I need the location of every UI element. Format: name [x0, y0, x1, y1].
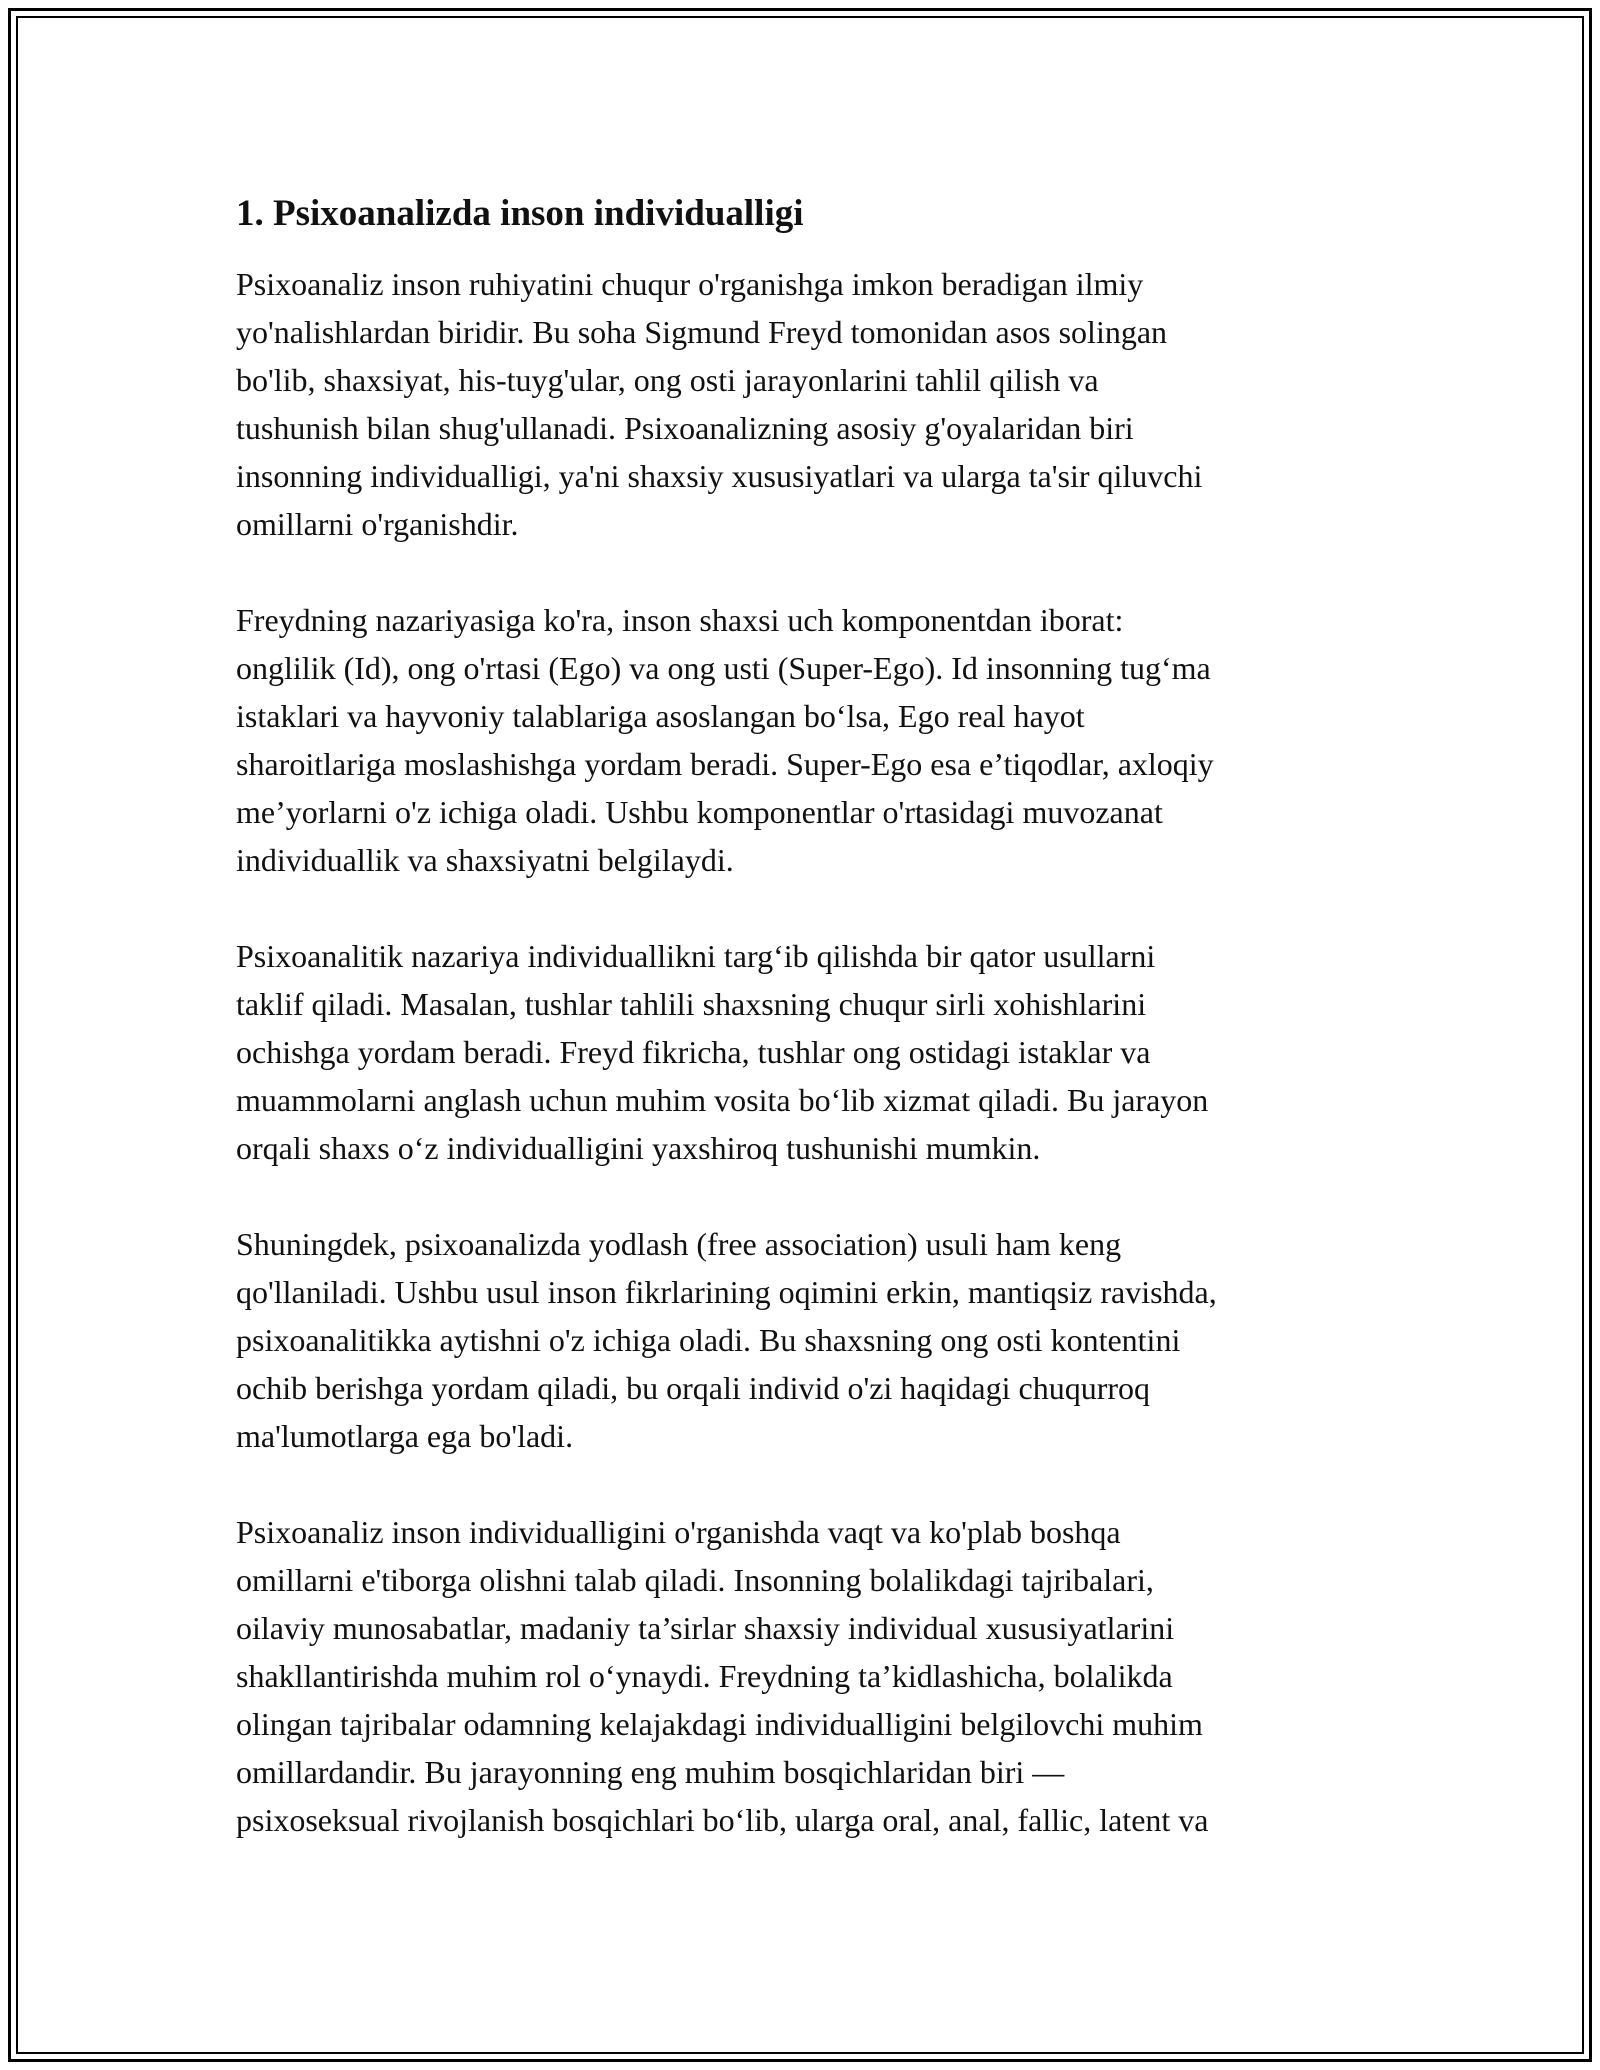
- paragraph-4: Shuningdek, psixoanalizda yodlash (free association) usuli ham keng qo'llaniladi. Ushbu usul inson fikrlarining oqimini erkin, mantiqsiz ravishda, psixoanalitikka aytishni o'z ichiga oladi. Bu shaxsning ong osti kontentini ochib berishga yordam qiladi, bu orqali individ o'zi haqidagi chuqurroq ma'lumotlarga ega bo'ladi.: [236, 1226, 1217, 1454]
- paragraph-3: Psixoanalitik nazariya individuallikni targ‘ib qilishda bir qator usullarni taklif qiladi. Masalan, tushlar tahlili shaxsning chuqur sirli xohishlarini ochishga yordam beradi. Freyd fikricha, tushlar ong ostidagi istaklar va muammolarni anglash uchun muhim vosita bo‘lib xizmat qiladi. Bu jarayon orqali shaxs o‘z individualligini yaxshiroq tushunishi mumkin.: [236, 938, 1209, 1166]
- document-body: [236, 186, 1376, 1892]
- section-heading: 1. Psixoanalizda inson individualligi: [236, 193, 804, 234]
- paragraph-5: Psixoanaliz inson individualligini o'rganishda vaqt va ko'plab boshqa omillarni e'tiborga olishni talab qiladi. Insonning bolalikdagi tajribalari, oilaviy munosabatlar, madaniy ta’sirlar shaxsiy individual xususiyatlarini shakllantirishda muhim rol o‘ynaydi. Freydning ta’kidlashicha, bolalikda olingan tajribalar odamning kelajakdagi individualligini belgilovchi muhim omillardandir. Bu jarayonning eng muhim bosqichlaridan biri — psixoseksual rivojlanish bosqichlari bo‘lib, ularga oral, anal, fallic, latent va: [236, 1514, 1209, 1838]
- paragraph-1: Psixoanaliz inson ruhiyatini chuqur o'rganishga imkon beradigan ilmiy yo'nalishlardan biridir. Bu soha Sigmund Freyd tomonidan asos solingan bo'lib, shaxsiyat, his-tuyg'ular, ong osti jarayonlarini tahlil qilish va tushunish bilan shug'ullanadi. Psixoanalizning asosiy g'oyalaridan biri insonning individualligi, ya'ni shaxsiy xususiyatlari va ularga ta'sir qiluvchi omillarni o'rganishdir.: [236, 266, 1203, 542]
- paragraph-2: Freydning nazariyasiga ko'ra, inson shaxsi uch komponentdan iborat: onglilik (Id), ong o'rtasi (Ego) va ong usti (Super-Ego). Id insonning tug‘ma istaklari va hayvoniy talablariga asoslangan bo‘lsa, Ego real hayot sharoitlariga moslashishga yordam beradi. Super-Ego esa e’tiqodlar, axloqiy me’yorlarni o'z ichiga oladi. Ushbu komponentlar o'rtasidagi muvozanat individuallik va shaxsiyatni belgilaydi.: [236, 602, 1214, 878]
